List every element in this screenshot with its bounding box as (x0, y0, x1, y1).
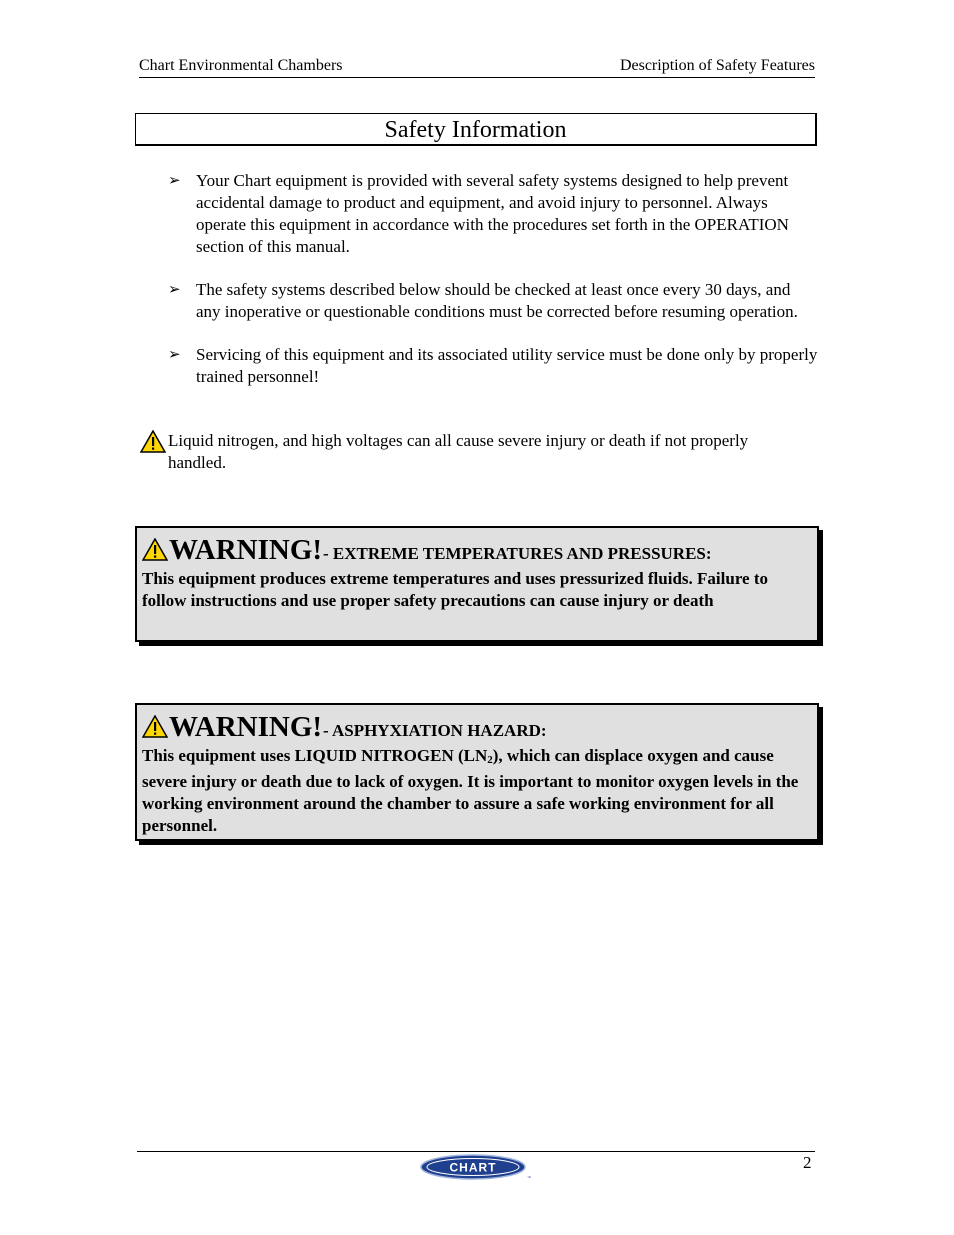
warning-subtitle: - EXTREME TEMPERATURES AND PRESSURES: (323, 544, 712, 563)
warning-triangle-icon (142, 715, 168, 738)
page-header (139, 57, 815, 78)
warning-label: WARNING! (169, 711, 323, 743)
warning-header (142, 709, 811, 745)
caution-text: Liquid nitrogen, and high voltages can all cause severe injury or death if not properly handled. (168, 431, 749, 472)
warning-body-part: This equipment uses LIQUID NITROGEN (LN (142, 746, 488, 765)
list-item (168, 170, 818, 258)
chart-logo (419, 1153, 533, 1181)
warning-box-asphyxiation (135, 703, 819, 841)
arrowhead-bullet-icon: ➢ (168, 347, 181, 363)
warning-body: This equipment produces extreme temperatures and uses pressurized fluids. Failure to follow instructions and use proper safety precautions can cause injury or death (142, 569, 769, 610)
warning-triangle-icon (142, 538, 168, 561)
bullet-text: Servicing of this equipment and its associated utility service must be done only by properly trained personnel! (196, 345, 818, 386)
safety-bullet-list (168, 170, 818, 409)
bullet-text: The safety systems described below should be checked at least once every 30 days, and any inoperative or questionable conditions must be corrected before resuming operation. (196, 280, 798, 321)
warning-body-part: ), which can displace oxygen and cause severe injury or death due to lack of oxygen. It is important to monitor oxygen levels in the working environment around the chamber to assure a safe working environment for all personnel. (142, 746, 799, 835)
list-item (168, 344, 818, 388)
warning-triangle-icon (140, 430, 166, 453)
header-right-title: Description of Safety Features (619, 57, 815, 74)
bullet-text: Your Chart equipment is provided with several safety systems designed to help prevent accidental damage to product and equipment, and avoid injury to personnel. Always operate this equipment in accordance with the procedures set forth in the OPERATION section of this manual. (196, 171, 789, 256)
header-left-title: Chart Environmental Chambers (139, 57, 343, 74)
arrowhead-bullet-icon: ➢ (168, 282, 181, 298)
page-number: 2 (803, 1153, 812, 1172)
warning-body-subscript: 2 (487, 754, 493, 766)
warning-header (142, 532, 811, 568)
caution-note (140, 430, 810, 474)
arrowhead-bullet-icon: ➢ (168, 173, 181, 189)
svg-text:™: ™ (527, 1175, 531, 1180)
section-title: Safety Information (135, 113, 817, 146)
warning-label: WARNING! (169, 534, 323, 566)
warning-subtitle: - ASPHYXIATION HAZARD: (323, 721, 547, 740)
list-item (168, 279, 818, 323)
footer-rule (137, 1151, 815, 1152)
logo-text: CHART (449, 1160, 497, 1175)
warning-box-temperatures (135, 526, 819, 642)
warning-body (142, 745, 811, 837)
